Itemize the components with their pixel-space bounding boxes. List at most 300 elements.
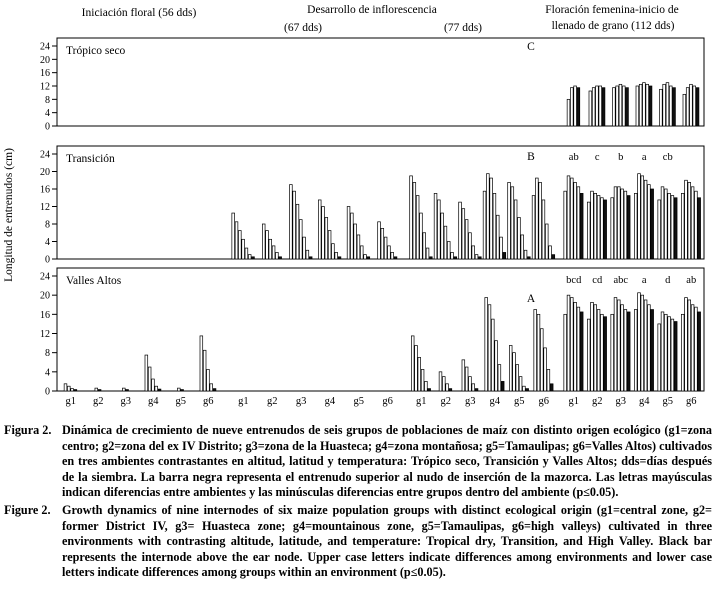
internode-bar [335,252,338,259]
group-label: g5 [353,396,364,407]
internode-bar [420,213,423,259]
internode-bar [591,191,594,259]
internode-bar [472,246,475,259]
panel-label: Trópico seco [66,45,126,57]
caption-english [4,503,714,581]
internode-bar [696,88,699,126]
internode-bar [638,293,641,391]
group-label: g3 [615,396,626,407]
group-label: g5 [514,396,525,407]
internode-bar [462,209,465,259]
internode-bar [508,182,511,259]
group-label: g4 [489,396,500,407]
internode-bar [451,252,454,259]
internode-bar [306,250,309,259]
internode-bar [426,248,429,259]
internode-bar [591,302,594,391]
internode-bar [434,193,437,259]
caption-text-spanish: Dinámica de crecimiento de nueve entrenudos de seis grupos de poblaciones de maíz con distinto origen ecológico (g1=zona centro; g2=zona del ex IV Distrito; g3=zona de la Huasteca; g4=zona montañosa; g5=Tamaulipas; g6=Valles Altos) cultivados en tres ambientes contrastantes en altitud, latitud y temperatura: Trópico seco, Transición y Valles Altos; dds=días después de la siembra. La barra negra representa el entrenudo superior al nudo de inserción de la mazorca. Las letras mayúsculas indican diferencias entre ambientes y las minúsculas diferencias entre grupos dentro del ambiente (p≤0.05). [62,423,712,500]
group-sig-letter: b [618,152,624,163]
group-label: g5 [175,396,186,407]
internode-bar [248,255,251,259]
internode-bar [617,187,620,259]
internode-bar [503,252,506,259]
y-tick-label: 16 [40,68,50,80]
internode-bar [347,207,350,260]
internode-bar [592,88,595,126]
internode-bar [683,94,686,126]
internode-bar [378,222,381,259]
internode-bar [537,314,540,391]
internode-bar [71,389,74,391]
caption-label-figura-2: Figura 2. [4,423,52,437]
internode-bar [604,200,607,259]
internode-bar [439,372,442,391]
internode-bar [245,248,248,259]
stage-header-56dds: Iniciación floral (56 dds) [81,7,197,19]
internode-bar [536,178,539,259]
internode-bar [634,193,637,259]
y-tick-label: 4 [45,108,50,120]
internode-bar [534,310,537,391]
internode-bar [627,196,630,259]
y-tick-label: 8 [45,219,50,231]
internode-bar [611,198,614,259]
internode-bar [126,390,129,391]
internode-bar [351,213,354,259]
internode-bar [309,257,312,259]
internode-bar [681,193,684,259]
internode-bar [661,312,664,391]
y-tick-label: 12 [40,329,50,340]
internode-bar [666,83,669,126]
internode-bar [616,86,619,126]
internode-bar [95,388,98,391]
internode-bar [599,86,602,126]
internode-bar [686,88,689,126]
internode-bar [449,389,452,391]
internode-bar [521,235,524,259]
group-label: g4 [148,396,159,407]
internode-bar [514,200,517,259]
internode-bar [622,86,625,126]
internode-bar [364,255,367,259]
stage-subheader-67dds: (67 dds) [283,22,323,34]
internode-bar [181,390,184,391]
y-tick-label: 8 [45,348,50,360]
internode-bar [567,176,570,259]
internode-bar [500,237,503,259]
internode-bar [238,231,241,259]
internode-bar [410,176,413,259]
internode-bar [646,84,649,126]
internode-bar [276,252,279,259]
internode-bar [604,317,607,391]
internode-bar [158,389,161,391]
panel-box [57,38,704,126]
internode-bar [177,388,180,391]
internode-bar [695,307,698,391]
internode-bar [210,384,213,391]
internode-bar [639,84,642,126]
internode-bar [570,178,573,259]
group-sig-letter: ab [686,275,697,286]
internode-bar [634,310,637,391]
group-label: g6 [686,396,697,407]
caption-spanish [4,423,714,501]
internode-bar [213,389,216,391]
internode-bar [487,174,490,259]
internode-bar [532,196,535,259]
internode-bar [524,250,527,259]
internode-bar [423,233,426,259]
internode-bar [462,360,465,391]
internode-bar [627,312,630,391]
internode-bar [552,255,555,259]
internode-bar [416,196,419,259]
internode-bar [594,193,597,259]
internode-bar [518,217,521,259]
internode-bar [367,257,370,259]
y-tick-label: 0 [45,386,50,398]
internode-bar [597,196,600,259]
y-tick-label: 4 [45,237,50,248]
stage-header-112dds-line2: llenado de grano (112 dds) [551,20,675,32]
internode-bar [668,317,671,391]
internode-bar [465,367,468,391]
internode-bar [152,379,155,391]
group-label: g6 [538,396,549,407]
internode-bar [293,191,296,259]
environment-letter: A [526,293,536,305]
internode-bar [685,180,688,259]
internode-bar [475,255,478,259]
internode-bar [624,310,627,391]
figure-captions [0,418,719,581]
y-tick-label: 8 [45,94,50,106]
internode-bar [207,369,210,391]
internode-bar [641,176,644,259]
internode-bar [469,233,472,259]
internode-bar [418,357,421,391]
internode-bar [279,257,282,259]
internode-bar [671,319,674,391]
group-label: g1 [416,396,427,407]
internode-bar [542,200,545,259]
internode-bar [252,257,255,259]
internode-bar [465,220,468,259]
internode-bar [447,242,450,260]
internode-bar [513,353,516,391]
internode-bar [688,182,691,259]
internode-bar [651,189,654,259]
internode-bar [200,336,203,391]
internode-bar [691,305,694,391]
internode-bar [540,329,543,391]
internode-bar [550,384,553,391]
internode-bar [614,187,617,259]
internode-bar [594,305,597,391]
y-tick-label: 12 [40,81,50,93]
internode-bar [425,381,428,391]
group-sig-letter: bcd [566,275,582,286]
y-tick-label: 24 [40,271,50,283]
internode-bar [564,191,567,259]
y-tick-label: 20 [40,54,50,66]
internode-bar [428,389,431,391]
internode-bar [663,84,666,126]
y-tick-label: 16 [40,309,50,321]
internode-bar [491,319,494,391]
internode-bar [601,198,604,259]
internode-bar [325,217,328,259]
group-label: g3 [120,396,131,407]
internode-bar [444,226,447,259]
group-label: g1 [568,396,579,407]
internode-bar [488,305,491,391]
internode-bar [619,84,622,126]
internode-bar [122,388,125,391]
internode-bar [577,307,580,391]
internode-bar [459,202,462,259]
group-label: g6 [382,396,393,407]
y-tick-label: 20 [40,167,50,178]
internode-bar [648,185,651,259]
group-label: g3 [295,396,307,407]
internode-bar [509,345,512,391]
internode-bar [490,178,493,259]
internode-bar [596,86,599,126]
y-tick-label: 16 [40,184,50,196]
internode-bar [322,207,325,260]
internode-bar [454,257,457,259]
internode-bar [332,244,335,259]
group-label: g2 [592,396,603,407]
internode-bar [564,314,567,391]
internode-bar [475,389,478,391]
internode-bar [290,185,293,259]
internode-bar [357,235,360,259]
internode-bar [391,252,394,259]
internode-bar [649,86,652,126]
group-sig-letter: d [665,275,671,286]
group-label: g3 [465,396,476,407]
internode-bar [621,189,624,259]
internode-bar [660,89,663,126]
internode-bar [674,198,677,259]
internode-bar [269,239,272,259]
internode-bar [638,174,641,259]
caption-text-english: Growth dynamics of nine internodes of six maize population groups with distinct ecological origin (g1=central zone, g2= former District IV, g3= Huasteca zone; g4=mountainous zone, g5=Tamaulipas, g6=high valleys) cultivated in three environments with contrasting altitude, latitude, and temperature: Tropical dry, Transition, and High Valley. Black bar represents the internode above the ear node. Upper case letters indicate differences among environments and lower case letters indicate differences among groups within an environment (p≤0.05). [62,503,712,580]
internode-bar [621,305,624,391]
internode-bar [658,324,661,391]
internode-bar [438,200,441,259]
internode-bar [664,189,667,259]
internode-bar [511,187,514,259]
group-sig-letter: a [641,152,647,163]
internode-bar [597,310,600,391]
internode-bar [661,187,664,259]
internode-bar [296,204,299,259]
internode-bar [685,298,688,391]
internode-bar [698,198,701,259]
internode-bar [388,246,391,259]
internode-bar [479,257,482,259]
y-tick-label: 20 [40,290,50,302]
internode-bar [574,86,577,126]
internode-bar [203,350,206,391]
y-tick-label: 0 [45,254,50,266]
group-label: g5 [662,396,673,407]
internode-bar [338,257,341,259]
internode-bar [589,91,592,126]
internode-bar [98,390,101,391]
internode-bar [698,312,701,391]
internode-bar [415,345,418,391]
internode-bar [262,224,265,259]
internode-bar [547,369,550,391]
internode-bar [695,191,698,259]
internode-bar [272,246,275,259]
internode-bar [693,86,696,126]
internode-bar [483,191,486,259]
internode-bar [421,369,424,391]
internode-bar [318,200,321,259]
internode-bar [574,182,577,259]
internode-bar [394,257,397,259]
internode-bar [539,182,542,259]
group-sig-letter: cb [662,152,673,163]
internode-bar [691,187,694,259]
stage-header-inflorescencia: Desarrollo de inflorescencia [307,4,437,16]
internode-bar [523,386,526,391]
internode-bar [381,228,384,259]
internode-bar [602,88,605,126]
internode-bar [673,88,676,126]
internode-bar [145,355,148,391]
internode-bar [519,377,522,391]
group-sig-letter: a [641,275,647,286]
panel-label: Valles Altos [66,275,122,287]
internode-bar [567,99,570,126]
internode-bar [613,88,616,126]
internode-bar [469,377,472,391]
internode-bar [626,88,629,126]
internode-bar [567,295,570,391]
internode-bar [360,246,363,259]
internode-bar [658,200,661,259]
internode-bar [580,193,583,259]
internode-bar [651,310,654,391]
internode-bar [674,322,677,391]
internode-bar [155,386,158,391]
internode-bar [384,237,387,259]
internode-bar [303,237,306,259]
group-label: g1 [65,396,76,407]
internode-bar [636,86,639,126]
y-tick-label: 24 [40,149,50,161]
y-tick-label: 24 [40,41,50,53]
group-sig-letter: ab [568,152,579,163]
internode-bar [577,88,580,126]
caption-label-figure-2: Figure 2. [4,503,51,518]
internode-bar [671,196,674,259]
group-label: g1 [238,396,249,407]
internode-bar [574,302,577,391]
internode-bar [624,191,627,259]
internode-bar [441,213,444,259]
internode-bar [580,312,583,391]
internode-bar [528,257,531,259]
internode-bar [442,377,445,391]
internode-bar [235,222,238,259]
internode-bar [587,319,590,391]
internode-bar [148,367,151,391]
environment-letter: B [527,151,535,163]
internode-bar [611,314,614,391]
panel-box [57,268,704,391]
stage-subheader-77dds: (77 dds) [443,22,483,34]
internode-bar [413,182,416,259]
y-tick-label: 12 [40,202,50,213]
internode-bar [67,386,70,391]
stage-header-112dds-line1: Floración femenina-inicio de [545,4,679,16]
internode-bar [664,314,667,391]
environment-letter: C [527,41,535,53]
group-label: g2 [440,396,451,407]
internode-bar [690,84,693,126]
y-axis-label: Longitud de entrenudos (cm) [3,148,15,282]
internode-bar [549,246,552,259]
internode-bar [601,314,604,391]
group-label: g4 [324,396,336,407]
internode-bar [668,193,671,259]
internode-bar [232,213,235,259]
y-tick-label: 0 [45,121,50,133]
internode-bar [544,348,547,391]
internode-bar [430,257,433,259]
internode-bar [242,239,245,259]
internode-bar [411,336,414,391]
internode-bar [498,365,501,391]
internode-bar [643,83,646,126]
internode-bar [614,298,617,391]
internode-bar [648,305,651,391]
group-label: g2 [93,396,104,407]
internode-bar [74,390,77,391]
internode-bar [266,231,269,259]
internode-bar [570,298,573,391]
internode-bar [641,295,644,391]
internode-bar [328,231,331,259]
internode-bar [617,300,620,391]
group-sig-letter: cd [592,275,603,286]
panel-label: Transición [66,153,115,165]
group-label: g2 [267,396,278,407]
group-sig-letter: abc [613,275,629,286]
group-label: g6 [203,396,214,407]
group-sig-letter: c [594,152,600,163]
internode-bar [495,341,498,391]
internode-bar [501,381,504,391]
internode-bar [644,180,647,259]
internode-bar [669,86,672,126]
internode-bar [493,193,496,259]
group-label: g4 [639,396,650,407]
internode-bar [472,384,475,391]
internode-bar [64,384,67,391]
internode-bar [577,187,580,259]
